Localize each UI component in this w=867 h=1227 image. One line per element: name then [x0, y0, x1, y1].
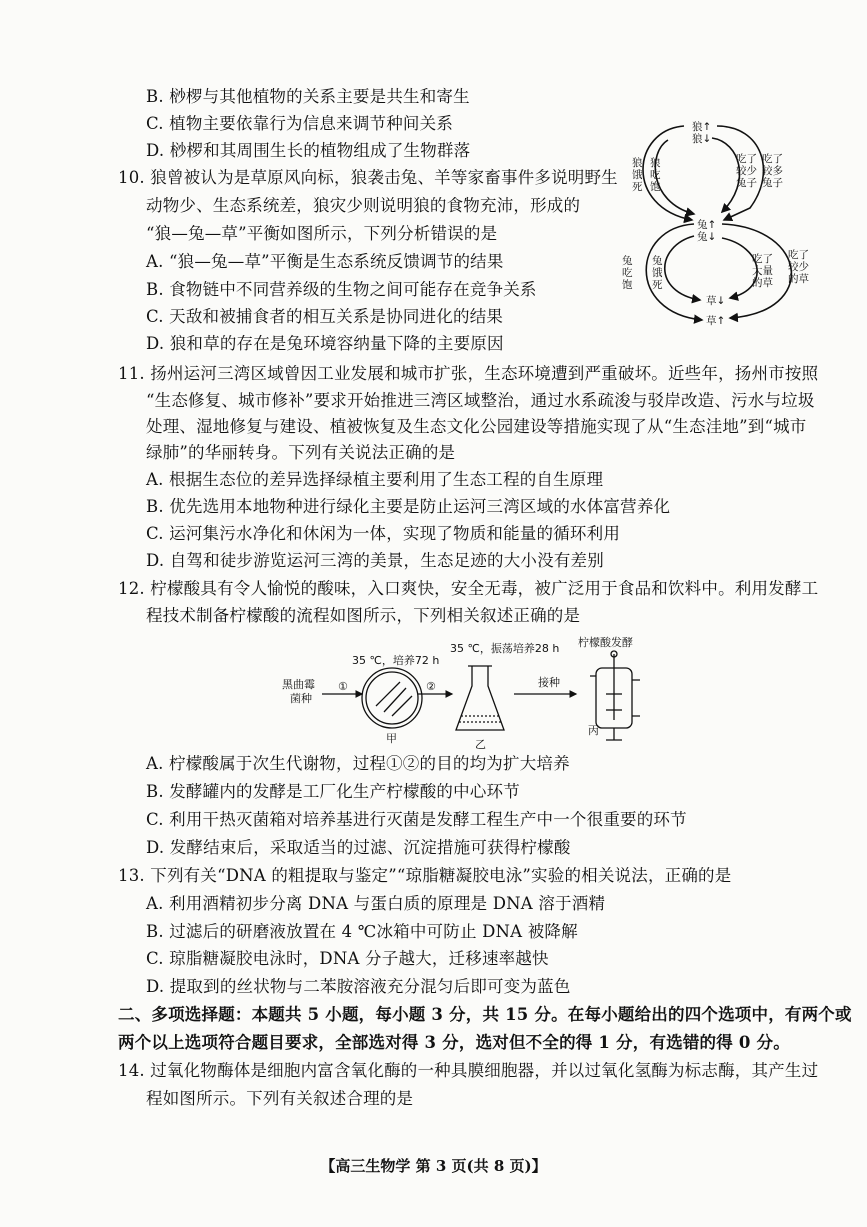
svg-text:狼: 狼	[650, 157, 661, 169]
page-footer: 【高三生物学 第 3 页(共 8 页)】	[320, 1157, 547, 1175]
svg-text:饱: 饱	[650, 181, 661, 193]
label-ate-fewer-rabbits	[736, 152, 757, 189]
q13-option-c: C. 琼脂糖凝胶电泳时，DNA 分子越大，迁移速率越快	[146, 949, 549, 968]
q10-stem-line2: 动物少、生态系统差，狼灾少则说明狼的食物充沛，形成的	[146, 196, 581, 215]
svg-text:较多: 较多	[762, 165, 783, 177]
q13-option-a: A. 利用酒精初步分离 DNA 与蛋白质的原理是 DNA 溶于酒精	[146, 894, 606, 913]
section2-heading-line2: 两个以上选项符合题目要求，全部选对得 3 分，选对但不全的得 1 分，有选错的得 0 分。	[118, 1033, 790, 1052]
svg-text:兔子: 兔子	[762, 177, 783, 189]
svg-text:较少: 较少	[788, 261, 809, 273]
svg-text:的草: 的草	[788, 273, 809, 285]
svg-text:兔: 兔	[652, 255, 663, 267]
petri-dish-icon	[362, 668, 422, 728]
arrow-rabbit-full-cycle	[665, 236, 700, 300]
arrow-wolf-full-cycle	[655, 140, 694, 214]
q11-option-d: D. 自驾和徒步游览运河三湾的美景，生态足迹的大小没有差别	[146, 551, 604, 570]
q10-option-a: A. “狼—兔—草”平衡是生态系统反馈调节的结果	[146, 252, 504, 271]
label-rabbit-starve	[652, 254, 663, 291]
q11-stem-line2: “生态修复、城市修补”要求开始推进三湾区域整治，通过水系疏浚与驳岸改造、污水与垃圾	[146, 391, 815, 410]
label-ate-little-grass	[788, 248, 809, 285]
fermenter-icon	[590, 651, 640, 740]
q13-stem: 13. 下列有关“DNA 的粗提取与鉴定”“琼脂糖凝胶电泳”实验的相关说法，正确的是	[118, 866, 732, 885]
q11-stem-line3: 处理、湿地修复与建设、植被恢复及生态文化公园建设等措施实现了从“生态洼地”到“城市	[146, 417, 807, 436]
label-ate-more-rabbits	[762, 152, 783, 189]
svg-text:兔: 兔	[622, 255, 633, 267]
svg-text:饱: 饱	[622, 279, 633, 291]
label-cond1: 35 ℃，培养72 h	[352, 654, 440, 667]
label-strain-line2: 菌种	[290, 692, 312, 705]
q10-stem-line1: 10. 狼曾被认为是草原风向标，狼袭击兔、羊等家畜事件多说明野生	[118, 168, 618, 187]
q9-option-b: B. 桫椤与其他植物的关系主要是共生和寄生	[146, 87, 470, 106]
q11-option-c: C. 运河集污水净化和休闲为一体，实现了物质和能量的循环利用	[146, 524, 621, 543]
q9-option-c: C. 植物主要依靠行为信息来调节种间关系	[146, 114, 454, 133]
section2-heading-line1: 二、多项选择题：本题共 5 小题，每小题 3 分，共 15 分。在每小题给出的四个选项中，有两个或	[118, 1005, 852, 1024]
q11-option-a: A. 根据生态位的差异选择绿植主要利用了生态工程的自生原理	[146, 470, 604, 489]
label-inoculate: 接种	[538, 676, 560, 689]
q11-stem-line1: 11. 扬州运河三湾区域曾因工业发展和城市扩张，生态环境遭到严重破坏。近些年，扬州市按照	[118, 364, 819, 383]
label-rabbit-down: 兔↓	[697, 231, 717, 243]
svg-text:饿: 饿	[652, 267, 663, 279]
label-ferment: 柠檬酸发酵	[578, 636, 633, 649]
label-grass-down: 草↓	[706, 295, 726, 307]
svg-text:吃了: 吃了	[788, 249, 809, 261]
q12-option-a: A. 柠檬酸属于次生代谢物，过程①②的目的均为扩大培养	[146, 754, 570, 773]
label-yi: 乙	[475, 738, 486, 751]
svg-text:的草: 的草	[752, 277, 773, 289]
q13-option-d: D. 提取到的丝状物与二苯胺溶液充分混匀后即可变为蓝色	[146, 977, 571, 996]
q11-stem-line4: 绿肺”的华丽转身。下列有关说法正确的是	[146, 443, 456, 462]
svg-text:大量: 大量	[752, 265, 773, 277]
svg-text:吃: 吃	[650, 169, 661, 181]
q12-option-c: C. 利用干热灭菌箱对培养基进行灭菌是发酵工程生产中一个很重要的环节	[146, 810, 687, 829]
label-wolf-starve	[632, 156, 643, 193]
q11-option-b: B. 优先选用本地物种进行绿化主要是防止运河三湾区域的水体富营养化	[146, 497, 671, 516]
q14-stem-line1: 14. 过氧化物酶体是细胞内富含氧化酶的一种具膜细胞器，并以过氧化氢酶为标志酶，其产生过	[118, 1061, 819, 1080]
q12-option-b: B. 发酵罐内的发酵是工厂化生产柠檬酸的中心环节	[146, 782, 520, 801]
svg-text:饿: 饿	[632, 169, 643, 181]
q10-option-b: B. 食物链中不同营养级的生物之间可能存在竞争关系	[146, 280, 537, 299]
svg-text:死: 死	[632, 181, 643, 193]
svg-text:狼: 狼	[632, 157, 643, 169]
q12-option-d: D. 发酵结束后，采取适当的过滤、沉淀措施可获得柠檬酸	[146, 838, 571, 857]
svg-text:吃: 吃	[622, 267, 633, 279]
q10-option-d: D. 狼和草的存在是兔环境容纳量下降的主要原因	[146, 334, 504, 353]
svg-text:吃了: 吃了	[736, 153, 757, 165]
label-wolf-eat-full	[650, 156, 661, 193]
svg-text:死: 死	[652, 279, 663, 291]
label-rabbit-up: 兔↑	[697, 219, 717, 231]
q9-option-d: D. 桫椤和其周围生长的植物组成了生物群落	[146, 141, 471, 160]
label-rabbit-eat-full	[622, 254, 633, 291]
label-wolf-down: 狼↓	[692, 133, 712, 145]
svg-text:兔子: 兔子	[736, 177, 757, 189]
svg-text:较少: 较少	[736, 165, 757, 177]
wolf-rabbit-grass-diagram	[612, 112, 812, 332]
citric-acid-process-diagram	[280, 636, 680, 768]
label-jia: 甲	[386, 732, 397, 745]
svg-text:吃了: 吃了	[752, 253, 773, 265]
label-ate-much-grass	[752, 252, 773, 289]
q14-stem-line2: 程如图所示。下列有关叙述合理的是	[146, 1089, 414, 1108]
label-bing: 丙	[588, 724, 599, 737]
q12-stem-line1: 12. 柠檬酸具有令人愉悦的酸味，入口爽快，安全无毒，被广泛用于食品和饮料中。利用发酵工	[118, 579, 819, 598]
label-step2: ②	[426, 680, 436, 693]
q10-option-c: C. 天敌和被捕食者的相互关系是协同进化的结果	[146, 307, 504, 326]
label-grass-up: 草↑	[706, 315, 726, 327]
label-strain-line1: 黑曲霉	[282, 678, 315, 691]
q12-stem-line2: 程技术制备柠檬酸的流程如图所示，下列相关叙述正确的是	[146, 606, 581, 625]
label-step1: ①	[338, 680, 348, 693]
q10-stem-line3: “狼—兔—草”平衡如图所示，下列分析错误的是	[146, 224, 498, 243]
svg-text:吃了: 吃了	[762, 153, 783, 165]
label-cond2: 35 ℃，振荡培养28 h	[450, 642, 560, 655]
q13-option-b: B. 过滤后的研磨液放置在 4 ℃冰箱中可防止 DNA 被降解	[146, 922, 578, 941]
label-wolf-up: 狼↑	[692, 121, 712, 133]
conical-flask-icon	[456, 666, 504, 730]
